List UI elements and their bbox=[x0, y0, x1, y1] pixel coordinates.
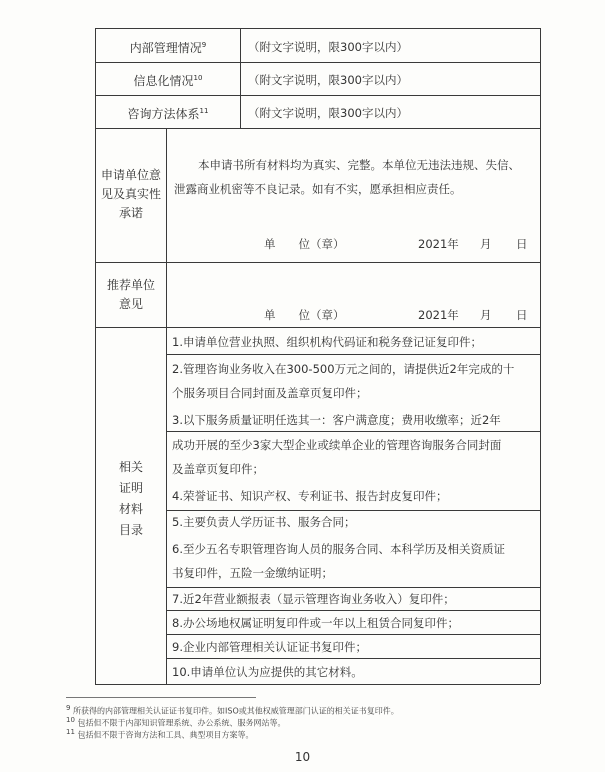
month-label: 月 bbox=[480, 237, 492, 251]
list-item: 6.至少五名专职管理咨询人员的服务合同、本科学历及相关资质证 bbox=[172, 542, 505, 556]
row-value: （附文字说明，限300字以内） bbox=[248, 40, 408, 54]
seal-label: 单 位（章） bbox=[264, 237, 345, 251]
list-item: 3.以下服务质量证明任选其一：客户满意度；费用收缴率；近2年 bbox=[172, 413, 501, 427]
table-inner-line bbox=[166, 610, 540, 611]
day-label: 日 bbox=[516, 308, 528, 322]
commitment-label: 申请单位意 见及真实性 承诺 bbox=[100, 168, 161, 220]
seal-label: 单 位（章） bbox=[264, 308, 345, 322]
list-item: 8.办公场地权属证明复印件或一年以上租赁合同复印件； bbox=[172, 616, 459, 630]
list-item: 1.申请单位营业执照、组织机构代码证和税务登记证复印件； bbox=[172, 335, 482, 349]
list-item: 9.企业内部管理相关认证证书复印件； bbox=[172, 640, 367, 654]
recommend-label: 推荐单位 意见 bbox=[106, 278, 155, 311]
list-item: 4.荣誉证书、知识产权、专利证书、报告封皮复印件； bbox=[172, 489, 448, 503]
list-item: 成功开展的至少3家大型企业或续单企业的管理咨询服务合同封面 bbox=[172, 438, 502, 452]
row-value: （附文字说明，限300字以内） bbox=[248, 73, 408, 87]
table-inner-line bbox=[166, 354, 540, 355]
row-label: 咨询方法体系$^{11}$ bbox=[127, 107, 209, 121]
day-label: 日 bbox=[516, 237, 528, 251]
list-item: 及盖章页复印件； bbox=[172, 462, 264, 476]
list-item: 书复印件，五险一金缴纳证明； bbox=[172, 566, 333, 580]
footnote: 9 所获得的内部管理相关认证证书复印件。如ISO或其他权威管理部门认证的相关证书复印件。 bbox=[66, 704, 399, 716]
table-row-line bbox=[95, 128, 540, 129]
list-item: 个服务项目合同封面及盖章页复印件； bbox=[172, 386, 368, 400]
list-item: 7.近2年营业额报表（显示管理咨询业务收入）复印件； bbox=[172, 592, 455, 606]
table-row-line bbox=[95, 62, 540, 63]
page-number: 10 bbox=[294, 750, 311, 764]
footnote-separator bbox=[66, 697, 256, 698]
month-label: 月 bbox=[480, 308, 492, 322]
table-border-left bbox=[95, 28, 96, 684]
row-value: （附文字说明，限300字以内） bbox=[248, 106, 408, 120]
table-inner-line bbox=[166, 634, 540, 635]
year-label: 2021年 bbox=[418, 308, 459, 322]
row-label: 内部管理情况$^9$ bbox=[129, 41, 207, 55]
table-border-bottom bbox=[95, 684, 540, 685]
table-row-line bbox=[95, 327, 540, 328]
table-row-line bbox=[95, 95, 540, 96]
commitment-text: 本申请书所有材料均为真实、完整。本单位无违法违规、失信、 泄露商业机密等不良记录。如有不实，愿承担相应责任。 bbox=[174, 158, 520, 196]
list-item: 2.管理咨询业务收入在300-500万元之间的，请提供近2年完成的十 bbox=[172, 362, 515, 376]
table-divider-top bbox=[240, 28, 241, 128]
list-item: 10.申请单位认为应提供的其它材料。 bbox=[172, 665, 363, 679]
table-row-line bbox=[95, 262, 540, 263]
list-item: 5.主要负责人学历证书、服务合同； bbox=[172, 515, 356, 529]
footnote: 11 包括但不限于咨询方法和工具、典型项目方案等。 bbox=[66, 728, 254, 740]
row-label: 信息化情况$^{10}$ bbox=[133, 74, 203, 88]
year-label: 2021年 bbox=[418, 237, 459, 251]
materials-label: 相关 证明 材料 目录 bbox=[118, 460, 143, 537]
table-border-right bbox=[540, 28, 541, 684]
table-inner-line bbox=[166, 510, 540, 511]
footnote: 10 包括但不限于内部知识管理系统、办公系统、服务网站等。 bbox=[66, 716, 286, 728]
table-inner-line bbox=[166, 658, 540, 659]
table-divider-bottom bbox=[166, 128, 167, 684]
table-inner-line bbox=[166, 431, 540, 432]
table-inner-line bbox=[166, 587, 540, 588]
table-border-top bbox=[95, 28, 540, 29]
